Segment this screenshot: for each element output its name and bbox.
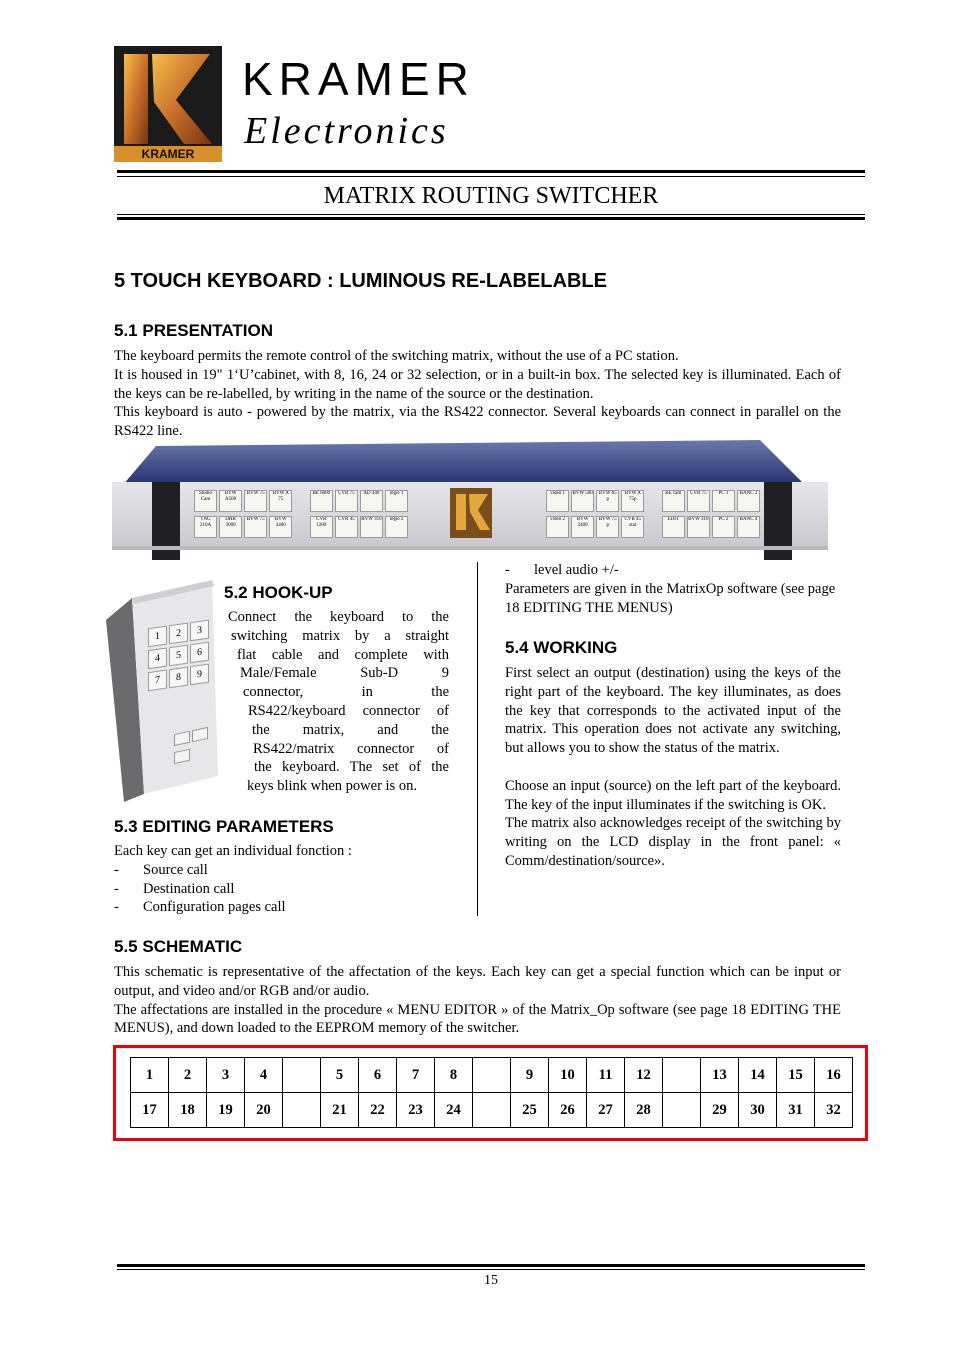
list-item: - level audio +/-	[505, 561, 841, 580]
rack-key: AD 440	[360, 490, 383, 512]
hookup-line: Connect the keyboard to the	[228, 609, 449, 625]
rack-key-spacer	[646, 490, 659, 512]
hookup-heading: 5.2 HOOK-UP	[224, 583, 333, 602]
hookup-text	[224, 608, 449, 796]
rack-key: BVW 500	[571, 490, 594, 512]
presentation-text	[114, 347, 841, 441]
rack-key: CVR 75	[335, 490, 358, 512]
schematic-key-table	[130, 1057, 853, 1128]
hookup-line: RS422/keyboard connector of	[248, 702, 449, 719]
right-column-top	[505, 561, 841, 617]
schematic-key-cell: 25	[511, 1093, 549, 1128]
list-item: - Configuration pages call	[114, 898, 454, 917]
rack-key-spacer	[294, 516, 307, 538]
rack-key: BANC 2	[737, 490, 760, 512]
wall-keypad-photo	[102, 580, 222, 806]
working-p1: First select an output (destination) using the keys of the right part of the keyboard. The key illuminates, as does the key that corresponds to the activated input of the matrix. This operation does not activate any switching, but allows you to show the status of the matrix.	[505, 665, 841, 757]
page-number: 15	[484, 1273, 498, 1288]
editing-parameters-text	[114, 842, 454, 917]
schematic-text	[114, 963, 841, 1038]
schematic-key-cell: 17	[131, 1093, 169, 1128]
section-title: 5 TOUCH KEYBOARD : LUMINOUS RE-LABELABLE	[114, 270, 607, 292]
schematic-gap-cell	[283, 1093, 321, 1128]
header-rule-top-thick	[117, 170, 865, 173]
wall-keypad-key: 8	[169, 667, 188, 689]
header-rule-bottom-thin	[117, 214, 865, 215]
rack-key: BVW A 75	[269, 490, 292, 512]
schematic-key-cell: 16	[815, 1058, 853, 1093]
schematic-key-cell: 8	[435, 1058, 473, 1093]
rack-key: BANC 4	[737, 516, 760, 538]
brand-subname: Electronics	[244, 110, 449, 152]
list-item: - Destination call	[114, 880, 454, 899]
schematic-key-cell: 21	[321, 1093, 359, 1128]
schematic-row	[131, 1058, 853, 1093]
schematic-key-cell: 30	[739, 1093, 777, 1128]
editing-parameters-intro: Each key can get an individual fonction :	[114, 843, 352, 859]
schematic-gap-cell	[663, 1093, 701, 1128]
rack-key: video 2	[546, 516, 569, 538]
rack-key: BVW 75	[244, 516, 267, 538]
rack-key: CVR 45	[335, 516, 358, 538]
wall-keypad-fkey	[174, 731, 190, 746]
schematic-key-cell: 28	[625, 1093, 663, 1128]
rack-right-keys	[546, 490, 760, 542]
rack-keyboard-photo	[112, 440, 828, 560]
schematic-key-cell: 19	[207, 1093, 245, 1128]
rack-key-spacer	[294, 490, 307, 512]
paragraph-spacer	[505, 758, 841, 777]
rack-key: BVW A500	[219, 490, 242, 512]
schematic-frame	[113, 1045, 868, 1141]
schematic-key-cell: 26	[549, 1093, 587, 1128]
editing-parameters-heading: 5.3 EDITING PARAMETERS	[114, 817, 334, 836]
working-p2: Choose an input (source) on the left part of the keyboard. The key of the input illuminates if the switching is OK.	[505, 777, 841, 813]
presentation-p2: It is housed in 19" 1‘U’cabinet, with 8, 16, 24 or 32 selection, or in a built-in box. The selected key is illuminated. Each of the keys can be re-labelled, by writing in the name of the source or the destination.	[114, 366, 841, 402]
schematic-key-cell: 27	[587, 1093, 625, 1128]
rack-key: BVW 310	[687, 516, 710, 538]
kramer-k-icon	[114, 46, 222, 162]
working-text	[505, 664, 841, 871]
rack-key-row	[194, 490, 408, 512]
schematic-gap-cell	[473, 1058, 511, 1093]
schematic-key-cell: 32	[815, 1093, 853, 1128]
schematic-key-cell: 9	[511, 1058, 549, 1093]
wall-keypad-fkey	[192, 727, 208, 742]
schematic-row	[131, 1093, 853, 1128]
rack-left-keys	[194, 490, 408, 542]
schematic-key-cell: 11	[587, 1058, 625, 1093]
schematic-key-cell: 23	[397, 1093, 435, 1128]
rack-key-row	[194, 516, 408, 538]
rack-key: Studio Cam	[194, 490, 217, 512]
hookup-line: flat cable and complete with	[237, 646, 449, 663]
schematic-key-cell: 14	[739, 1058, 777, 1093]
rack-key-row	[546, 516, 760, 538]
schematic-key-cell: 2	[169, 1058, 207, 1093]
wall-keypad-key: 6	[190, 642, 209, 664]
wall-keypad-key: 7	[148, 670, 167, 692]
rack-key: BVW A 75p	[621, 490, 644, 512]
schematic-key-cell: 24	[435, 1093, 473, 1128]
schematic-key-cell: 31	[777, 1093, 815, 1128]
schematic-key-cell: 1	[131, 1058, 169, 1093]
schematic-key-cell: 3	[207, 1058, 245, 1093]
schematic-key-cell: 10	[549, 1058, 587, 1093]
wall-keypad-key: 3	[190, 620, 209, 642]
schematic-key-cell: 4	[245, 1058, 283, 1093]
rack-key: regie 2	[385, 516, 408, 538]
kramer-logo	[114, 46, 222, 162]
schematic-key-cell: 13	[701, 1058, 739, 1093]
rack-key: DHK 3000	[219, 516, 242, 538]
presentation-heading: 5.1 PRESENTATION	[114, 321, 274, 340]
wall-keypad-key: 4	[148, 648, 167, 670]
rack-key: BVW 75	[244, 490, 267, 512]
footer-rule-thin	[117, 1269, 865, 1270]
presentation-p3: This keyboard is auto - powered by the matrix, via the RS422 connector. Several keyboards can connect in parallel on the RS422 line.	[114, 404, 841, 440]
wall-keypad-keys	[148, 620, 208, 691]
wall-keypad-key: 5	[169, 645, 188, 667]
level-audio-list	[505, 561, 841, 580]
rack-key: CVR 1200	[310, 516, 333, 538]
schematic-p2: The affectations are installed in the procedure « MENU EDITOR » of the Matrix_Op software (see page 18 EDITING THE MENUS), and down loaded to the EEPROM memory of the switcher.	[114, 1001, 841, 1037]
wall-keypad-key: 2	[169, 623, 188, 645]
hookup-line: RS422/matrix connector of	[253, 740, 449, 757]
schematic-key-cell: 20	[245, 1093, 283, 1128]
schematic-key-cell: 6	[359, 1058, 397, 1093]
rack-key: CVR 75	[687, 490, 710, 512]
rack-key: EDIT	[662, 516, 685, 538]
rack-key: regie 1	[385, 490, 408, 512]
parameters-note: Parameters are given in the MatrixOp software (see page 18 EDITING THE MENUS)	[505, 580, 836, 616]
hookup-line: the matrix, and the	[252, 721, 449, 738]
rack-key: BE cam	[662, 490, 685, 512]
schematic-key-cell: 12	[625, 1058, 663, 1093]
hookup-line: connector, in the	[243, 684, 449, 701]
schematic-key-cell: 18	[169, 1093, 207, 1128]
working-heading: 5.4 WORKING	[505, 638, 618, 657]
editing-parameters-list	[114, 861, 454, 917]
schematic-gap-cell	[473, 1093, 511, 1128]
list-item: - Source call	[114, 861, 454, 880]
rack-key: BVW 310	[360, 516, 383, 538]
wall-keypad-key: 1	[148, 626, 167, 648]
wall-keypad-key: 9	[190, 664, 209, 686]
column-divider	[477, 562, 478, 916]
schematic-gap-cell	[663, 1058, 701, 1093]
wall-keypad-fkey	[174, 749, 190, 764]
schematic-key-cell: 7	[397, 1058, 435, 1093]
schematic-p1: This schematic is representative of the affectation of the keys. Each key can get a special function which can be input or output, and video and/or RGB and/or audio.	[114, 964, 841, 999]
schematic-key-cell: 29	[701, 1093, 739, 1128]
hookup-line: keys blink when power is on.	[247, 778, 417, 795]
rack-key: BVW 65 p	[596, 490, 619, 512]
rack-key: BVW 3400	[571, 516, 594, 538]
schematic-heading: 5.5 SCHEMATIC	[114, 937, 243, 956]
presentation-p1: The keyboard permits the remote control of the switching matrix, without the use of a PC station.	[114, 348, 679, 364]
schematic-key-cell: 22	[359, 1093, 397, 1128]
document-title: MATRIX ROUTING SWITCHER	[323, 183, 659, 209]
rack-key: video 1	[546, 490, 569, 512]
rack-key: TNG 210A	[194, 516, 217, 538]
hookup-line: the keyboard. The set of the	[254, 759, 449, 776]
rack-key: PC 2	[712, 516, 735, 538]
header-rule-top-thin	[117, 176, 865, 177]
rack-key: BE 6000	[310, 490, 333, 512]
schematic-key-cell: 5	[321, 1058, 359, 1093]
schematic-key-cell: 15	[777, 1058, 815, 1093]
brand-name: KRAMER	[242, 53, 475, 105]
logo-badge-text: KRAMER	[141, 147, 195, 161]
hookup-line: switching matrix by a straight	[231, 627, 449, 644]
rack-key: BVW 75 p	[596, 516, 619, 538]
schematic-gap-cell	[283, 1058, 321, 1093]
rack-key: CVR 45 stat	[621, 516, 644, 538]
rack-key-row	[546, 490, 760, 512]
wall-keypad-illustration	[102, 580, 222, 806]
working-p3: The matrix also acknowledges receipt of the switching by writing on the LCD display in the front panel: « Comm/destination/source».	[505, 815, 841, 869]
rack-key: PC 1	[712, 490, 735, 512]
rack-key: BVW 3400	[269, 516, 292, 538]
rack-key-spacer	[646, 516, 659, 538]
hookup-line: Male/Female Sub-D 9	[240, 665, 449, 682]
header-rule-bottom-thick	[117, 217, 865, 220]
footer-rule-thick	[117, 1264, 865, 1267]
